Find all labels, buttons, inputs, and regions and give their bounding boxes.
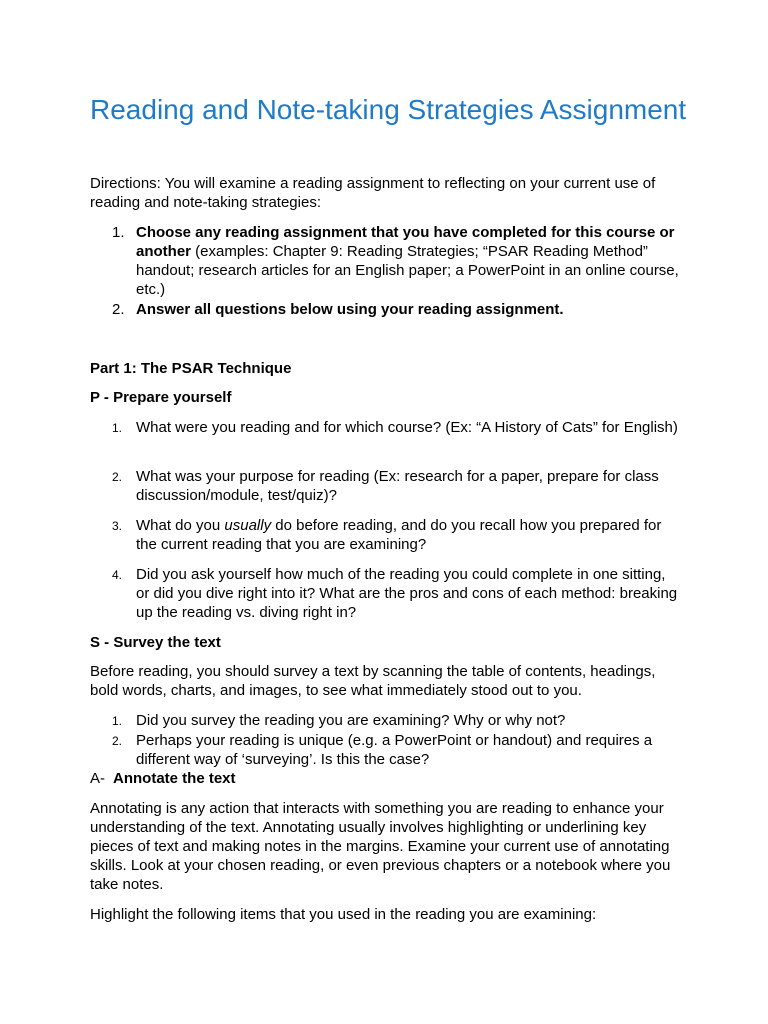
prepare-question-4 — [90, 565, 682, 622]
question-number: 1. — [112, 714, 123, 728]
annotate-prefix: A- — [90, 770, 105, 787]
survey-question-2 — [90, 731, 682, 769]
step-bold-text: Answer all questions below using your reading assignment. — [136, 301, 564, 318]
question-number: 1. — [112, 421, 123, 435]
step-number: 1. — [112, 224, 125, 241]
survey-intro: Before reading, you should survey a text by scanning the table of contents, headings, bold words, charts, and images, to see what immediately stood out to you. — [90, 663, 656, 699]
directions-text: Directions: You will examine a reading assignment to reflecting on your current use of reading and note-taking strategies: — [90, 175, 656, 211]
annotate-heading: Annotate the text — [113, 770, 236, 787]
question-text: What were you reading and for which course? (Ex: “A History of Cats” for English) — [136, 419, 678, 436]
step-bold-text: Choose any reading assignment that you have completed for this course or another — [136, 224, 675, 260]
question-text-cont: do before reading, and do you recall how you prepared for the current reading that you are examining? — [136, 517, 662, 553]
part1-heading: Part 1: The PSAR Technique — [90, 360, 292, 377]
highlight-instruction: Highlight the following items that you used in the reading you are examining: — [90, 906, 597, 923]
question-text: Perhaps your reading is unique (e.g. a PowerPoint or handout) and requires a different way of ‘surveying’. Is this the case? — [136, 732, 653, 768]
question-number: 3. — [112, 519, 123, 533]
prepare-question-2 — [90, 467, 682, 505]
step-item-1 — [90, 223, 682, 299]
question-text: What was your purpose for reading (Ex: research for a paper, prepare for class discussion/module, test/quiz)? — [136, 468, 659, 504]
question-text: Did you ask yourself how much of the reading you could complete in one sitting, or did you dive right into it? What are the pros and cons of each method: breaking up the reading vs. diving right in? — [136, 566, 678, 621]
prepare-heading: P - Prepare yourself — [90, 389, 232, 406]
prepare-question-1 — [90, 418, 682, 437]
step-number: 2. — [112, 301, 125, 318]
prepare-question-3 — [90, 516, 682, 554]
question-number: 2. — [112, 470, 123, 484]
survey-heading: S - Survey the text — [90, 634, 221, 651]
annotate-intro: Annotating is any action that interacts with something you are reading to enhance your understanding of the text. Annotating usually involves highlighting or underlining key pieces of text and making notes in the margins. Examine your current use of annotating skills. Look at your chosen reading, or even previous chapters or a notebook where you take notes. — [90, 800, 671, 893]
question-text: Did you survey the reading you are examining? Why or why not? — [136, 712, 566, 729]
survey-question-1 — [90, 711, 682, 730]
step-rest-text: (examples: Chapter 9: Reading Strategies; “PSAR Reading Method” handout; research articles for an English paper; a PowerPoint in an online course, etc.) — [136, 243, 679, 298]
page-title: Reading and Note-taking Strategies Assignment — [90, 94, 687, 125]
question-emphasis: usually — [224, 517, 272, 534]
question-number: 2. — [112, 734, 123, 748]
question-text: What do you — [136, 517, 225, 534]
step-item-2 — [90, 300, 682, 319]
question-number: 4. — [112, 568, 123, 582]
annotate-heading-row — [90, 769, 236, 788]
